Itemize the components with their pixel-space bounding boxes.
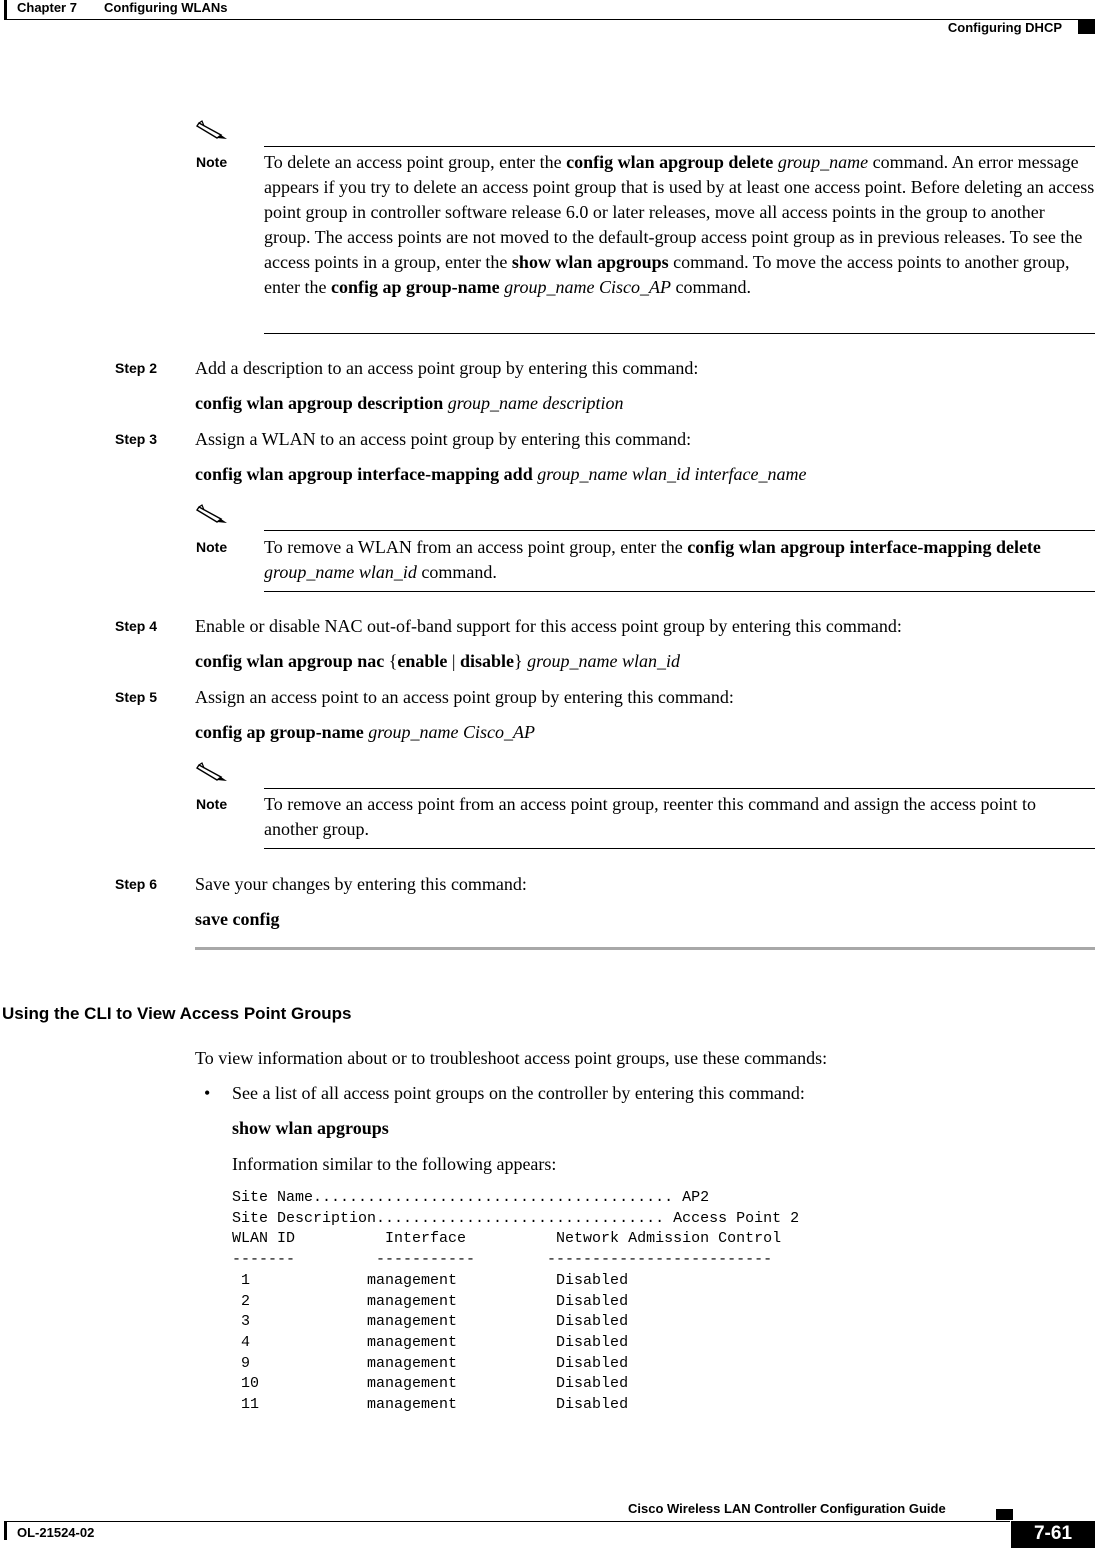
- cli-line: WLAN ID Interface Network Admission Control: [232, 1230, 782, 1248]
- footer-guide-title: Cisco Wireless LAN Controller Configuration Guide: [628, 1501, 946, 1516]
- step4-label: Step 4: [115, 618, 158, 634]
- note3-top-rule: [264, 788, 1095, 789]
- page-number: 7-61: [1033, 1523, 1073, 1544]
- section-intro: To view information about or to troubleshoot access point groups, use these commands:: [195, 1048, 828, 1068]
- cli-line: 3 management Disabled: [232, 1313, 629, 1331]
- step2-command: config wlan apgroup description group_name description: [195, 393, 624, 413]
- bullet-dot: •: [204, 1083, 211, 1103]
- step6-label: Step 6: [115, 876, 158, 892]
- step4-command: config wlan apgroup nac {enable | disable} group_name wlan_id: [195, 651, 680, 671]
- step6-text: Save your changes by entering this command:: [195, 874, 527, 894]
- step6-command: save config: [195, 909, 280, 929]
- bullet-command: show wlan apgroups: [232, 1118, 389, 1138]
- note2-top-rule: [264, 530, 1095, 531]
- step2-label: Step 2: [115, 360, 158, 376]
- footer-small-block: [996, 1509, 1013, 1520]
- cli-line: 9 management Disabled: [232, 1354, 629, 1372]
- step5-text: Assign an access point to an access point group by entering this command:: [195, 687, 734, 707]
- note3-label: Note: [196, 796, 228, 812]
- header-chapter-title: Configuring WLANs: [104, 0, 228, 15]
- header-right-block: [1078, 20, 1095, 34]
- step3-command: config wlan apgroup interface-mapping add group_name wlan_id interface_name: [195, 464, 807, 484]
- note3-text: To remove an access point from an access point group, reenter this command and assign the access point to another group.: [264, 794, 1037, 839]
- step4-text: Enable or disable NAC out-of-band support for this access point group by entering this command:: [195, 616, 902, 636]
- cli-line: 10 management Disabled: [232, 1375, 629, 1393]
- footer-doc-id: OL-21524-02: [17, 1525, 95, 1540]
- header-rule: [4, 19, 1095, 20]
- note-pencil-icon: [196, 120, 230, 140]
- step3-label: Step 3: [115, 431, 158, 447]
- header-section: Configuring DHCP: [947, 20, 1062, 35]
- cli-output: [232, 1188, 799, 1416]
- step5-command: config ap group-name group_name Cisco_AP: [195, 722, 536, 742]
- bullet-text: See a list of all access point groups on the controller by entering this command:: [232, 1083, 805, 1103]
- note2-text: To remove a WLAN from an access point group, enter the config wlan apgroup interface-mapping delete group_name wlan_id command.: [264, 537, 1041, 582]
- cli-line: Site Name........................................ AP2: [232, 1189, 710, 1206]
- note1-top-rule: [264, 146, 1095, 147]
- note1-label: Note: [196, 154, 228, 170]
- note3-bottom-rule: [264, 848, 1095, 849]
- procedure-end-rule: [195, 947, 1095, 950]
- cli-line: 1 management Disabled: [232, 1271, 629, 1289]
- step5-label: Step 5: [115, 689, 158, 705]
- footer-rule: [4, 1521, 1010, 1522]
- header-left-marker: [4, 0, 7, 19]
- info-text: Information similar to the following appears:: [232, 1154, 557, 1174]
- cli-line: ------- ----------- -------------------------: [232, 1251, 773, 1269]
- cli-line: 2 management Disabled: [232, 1292, 629, 1310]
- note2-label: Note: [196, 539, 228, 555]
- cli-line: 11 management Disabled: [232, 1396, 629, 1414]
- cli-line: 4 management Disabled: [232, 1333, 629, 1351]
- note1-text: To delete an access point group, enter the config wlan apgroup delete group_name command. An error message appears if you try to delete an access point group that is used by at least one access point. Before deleting an access point group in controller software release 6.0 or later releases, move all access points in the group to another group. The access points are not moved to the default-group access point group as in previous releases. To see the access points in a group, enter the show wlan apgroups command. To move the access points to another group, enter the config ap group-name group_name Cisco_AP command.: [264, 152, 1095, 297]
- note-pencil-icon: [196, 762, 230, 782]
- footer-left-marker: [4, 1521, 7, 1540]
- note2-bottom-rule: [264, 591, 1095, 592]
- note-pencil-icon: [196, 504, 230, 524]
- note1-bottom-rule: [264, 333, 1095, 334]
- step3-text: Assign a WLAN to an access point group by entering this command:: [195, 429, 692, 449]
- step2-text: Add a description to an access point group by entering this command:: [195, 358, 699, 378]
- section-heading: Using the CLI to View Access Point Groups: [2, 1004, 352, 1023]
- cli-line: Site Description................................ Access Point 2: [232, 1209, 800, 1227]
- header-chapter: Chapter 7: [17, 0, 77, 15]
